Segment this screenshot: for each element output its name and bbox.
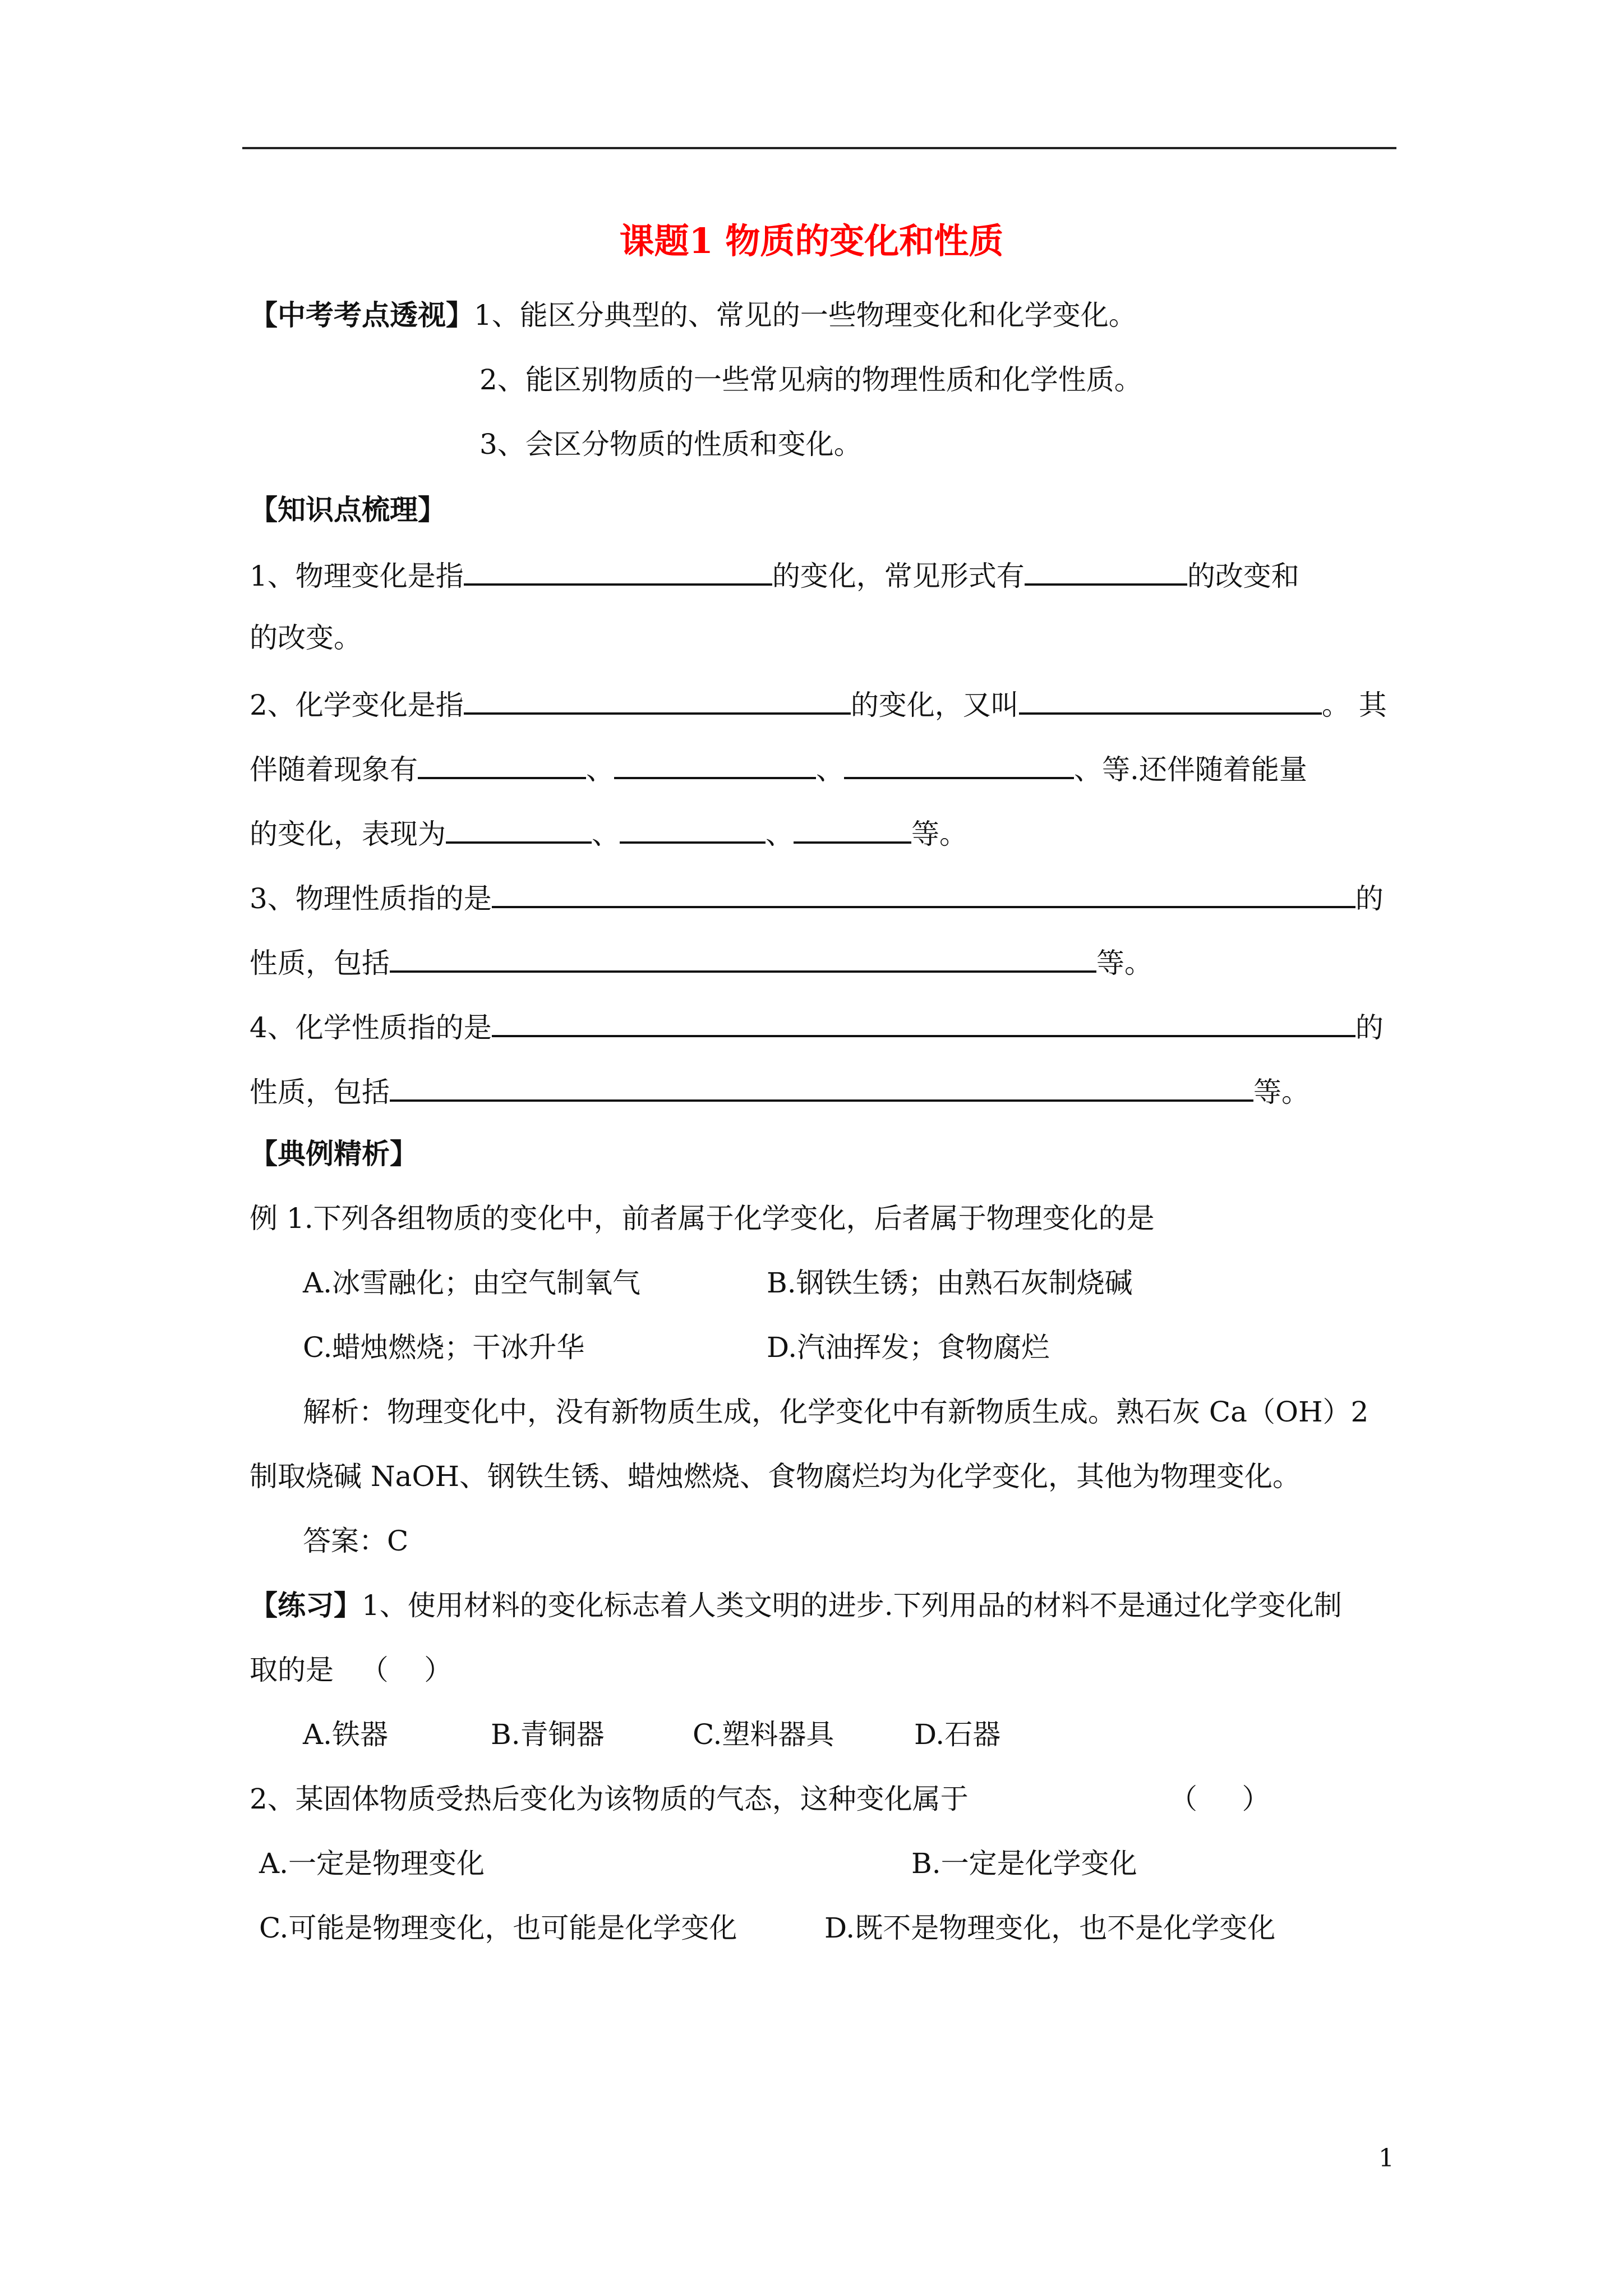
practice-q1-option-d: D.石器	[914, 1718, 1001, 1751]
fill-blank[interactable]	[620, 813, 766, 844]
practice-q1-option-a: A.铁器	[303, 1718, 389, 1751]
practice-q1-option-c: C.塑料器具	[693, 1718, 834, 1751]
practice-q1-cont: 取的是 （ ）	[250, 1654, 453, 1686]
fill-blank[interactable]	[464, 684, 851, 715]
practice-q2-option-b: B.一定是化学变化	[911, 1847, 1137, 1880]
example-option-c: C.蜡烛燃烧；干冰升华	[303, 1331, 585, 1364]
fill-blank[interactable]	[446, 813, 592, 844]
fill-blank[interactable]	[794, 813, 911, 844]
header-rule	[242, 147, 1396, 149]
practice-heading: 【练习】	[250, 1589, 362, 1622]
page-title: 课题1 物质的变化和性质	[619, 220, 1004, 261]
knowledge-q2-cont: 伴随着现象有 、 、 、等.还伴随着能量	[250, 749, 1307, 788]
practice-q1: 【练习】1、使用材料的变化标志着人类文明的进步.下列用品的材料不是通过化学变化制	[250, 1589, 1342, 1622]
exam-focus-heading: 【中考考点透视】	[250, 298, 474, 332]
knowledge-heading: 【知识点梳理】	[250, 493, 446, 526]
knowledge-q3: 3、物理性质指的是 的	[250, 878, 1384, 917]
knowledge-q4-cont: 性质，包括 等。	[250, 1071, 1310, 1110]
fill-blank[interactable]	[390, 942, 1096, 973]
knowledge-q4: 4、化学性质指的是 的	[250, 1007, 1384, 1046]
knowledge-q1-cont: 的改变。	[250, 622, 362, 654]
fill-blank[interactable]	[614, 749, 816, 779]
fill-blank[interactable]	[464, 555, 772, 586]
knowledge-q2-cont2: 的变化，表现为 、 、 等。	[250, 813, 967, 852]
practice-q1-option-b: B.青铜器	[491, 1718, 605, 1751]
page-number: 1	[1378, 2144, 1394, 2173]
fill-blank[interactable]	[492, 878, 1355, 908]
knowledge-q3-cont: 性质，包括 等。	[250, 942, 1152, 981]
example-heading: 【典例精析】	[250, 1137, 418, 1170]
exam-focus-item: 3、会区分物质的性质和变化。	[479, 428, 862, 461]
example-analysis: 解析：物理变化中，没有新物质生成，化学变化中有新物质生成。熟石灰 Ca（OH）2	[303, 1396, 1369, 1428]
practice-q2: 2、某固体物质受热后变化为该物质的气态，这种变化属于	[250, 1783, 969, 1815]
example-option-a: A.冰雪融化；由空气制氧气	[303, 1267, 641, 1299]
practice-q2-option-a: A.一定是物理变化	[259, 1847, 485, 1880]
fill-blank[interactable]	[418, 749, 586, 779]
practice-q2-option-d: D.既不是物理变化，也不是化学变化	[824, 1912, 1276, 1944]
example-analysis-cont: 制取烧碱 NaOH、钢铁生锈、蜡烛燃烧、食物腐烂均为化学变化，其他为物理变化。	[250, 1460, 1301, 1493]
fill-blank[interactable]	[1025, 555, 1187, 586]
example-answer: 答案：C	[303, 1525, 409, 1557]
fill-blank[interactable]	[390, 1071, 1253, 1102]
fill-blank[interactable]	[492, 1007, 1355, 1037]
example-option-b: B.钢铁生锈；由熟石灰制烧碱	[767, 1267, 1133, 1299]
knowledge-q2: 2、化学变化是指 的变化，又叫 。 其	[250, 684, 1387, 723]
exam-focus-item: 1、能区分典型的、常见的一些物理变化和化学变化。	[474, 299, 1137, 332]
practice-q2-paren: （ ）	[1169, 1783, 1270, 1815]
fill-blank[interactable]	[844, 749, 1074, 779]
exam-focus-item: 2、能区别物质的一些常见病的物理性质和化学性质。	[479, 364, 1142, 396]
example-question: 例 1.下列各组物质的变化中，前者属于化学变化，后者属于物理变化的是	[250, 1202, 1155, 1235]
exam-focus-line-1	[250, 297, 1137, 333]
knowledge-q1: 1、物理变化是指 的变化，常见形式有 的改变和	[250, 555, 1299, 594]
fill-blank[interactable]	[1019, 684, 1322, 715]
practice-q2-option-c: C.可能是物理变化，也可能是化学变化	[259, 1912, 737, 1944]
example-option-d: D.汽油挥发；食物腐烂	[767, 1331, 1050, 1364]
